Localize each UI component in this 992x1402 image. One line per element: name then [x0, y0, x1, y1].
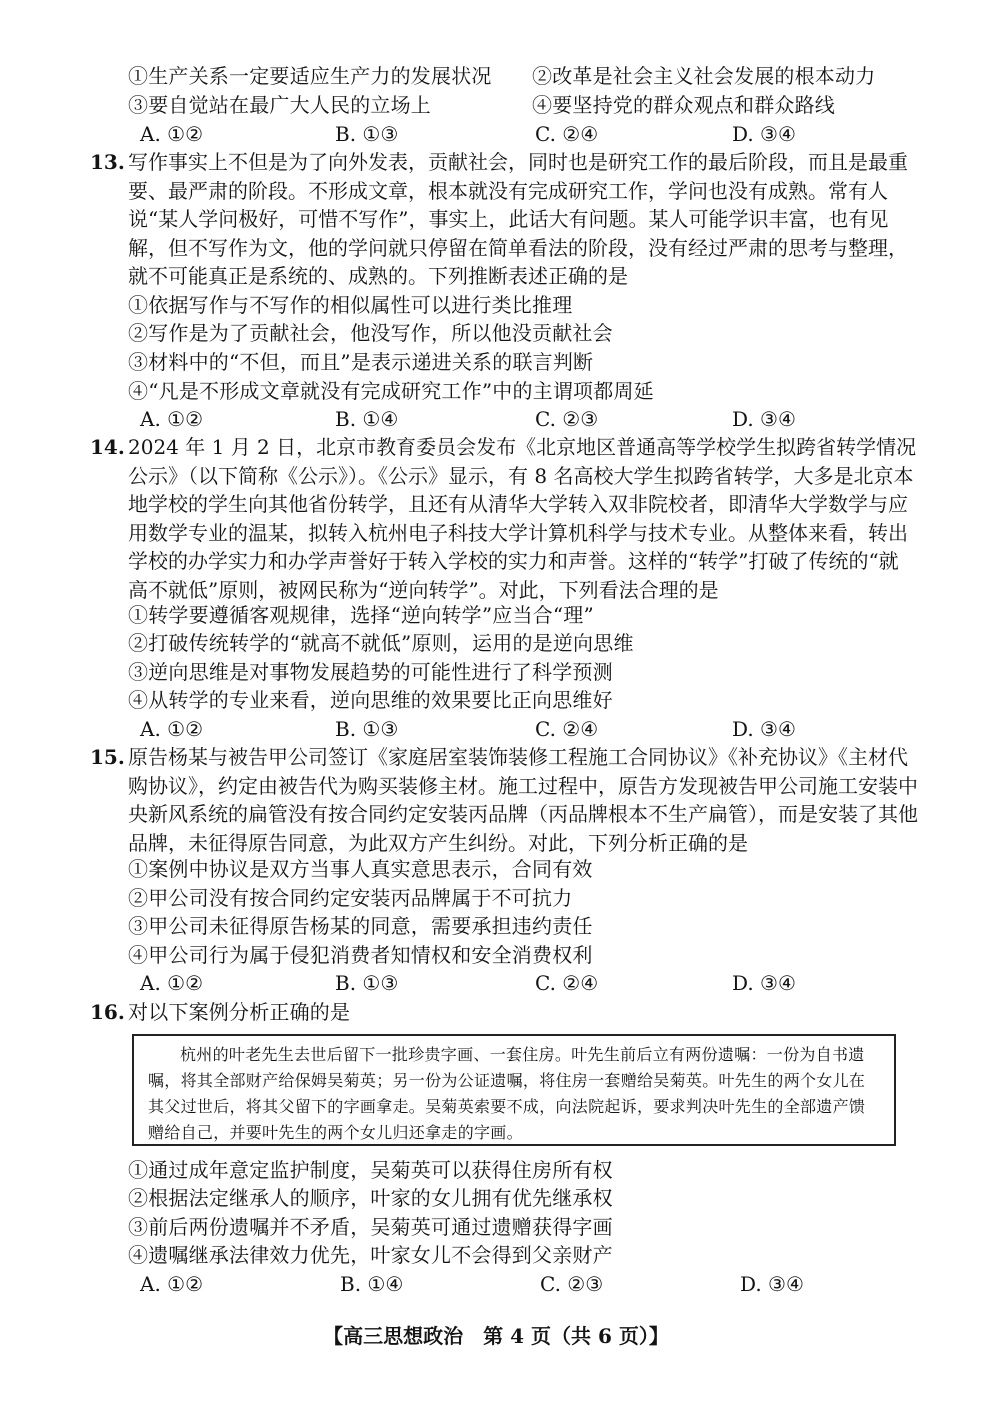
- q15-number: 15.: [90, 745, 125, 769]
- q16-statement-3: ③前后两份遗嘱并不矛盾，吴菊英可通过遗赠获得字画: [128, 1215, 613, 1239]
- q13-stem: 写作事实上不但是为了向外发表，贡献社会，同时也是研究工作的最后阶段，而且是最重要、最严肃的阶段。不形成文章，根本就没有完成研究工作，学问也没有成熟。常有人说“某人学问极好，可惜不写作”，事实上，此话大有问题。某人可能学识丰富，也有见解，但不写作为文，他的学问就只停留在简单看法的阶段，没有经过严肃的思考与整理，就不可能真正是系统的、成熟的。下列推断表述正确的是: [128, 150, 908, 289]
- q16-statement-4: ④遗嘱继承法律效力优先，叶家女儿不会得到父亲财产: [128, 1243, 613, 1267]
- q14-statement-1: ①转学要遵循客观规律，选择“逆向转学”应当合“理”: [128, 603, 594, 627]
- q16-option-b: B. ①④: [340, 1272, 404, 1296]
- q16-statement-1: ①通过成年意定监护制度，吴菊英可以获得住房所有权: [128, 1158, 613, 1182]
- q13-statement-4: ④“凡是不形成文章就没有完成研究工作”中的主谓项都周延: [128, 379, 654, 403]
- q12-option-a: A. ①②: [140, 122, 204, 146]
- q14-option-a: A. ①②: [140, 717, 204, 741]
- q14-statement-3: ③逆向思维是对事物发展趋势的可能性进行了科学预测: [128, 660, 613, 684]
- q14-option-c: C. ②④: [535, 717, 599, 741]
- q15-option-c: C. ②④: [535, 971, 599, 995]
- q13-statement-2: ②写作是为了贡献社会，他没写作，所以他没贡献社会: [128, 321, 613, 345]
- q15-option-a: A. ①②: [140, 971, 204, 995]
- q12-statement-3: ③要自觉站在最广大人民的立场上: [128, 93, 431, 117]
- page-footer: 【高三思想政治 第 4 页（共 6 页）】: [323, 1324, 669, 1348]
- q16-number: 16.: [90, 1000, 125, 1024]
- q15-statement-3: ③甲公司未征得原告杨某的同意，需要承担违约责任: [128, 914, 593, 938]
- q14-statement-4: ④从转学的专业来看，逆向思维的效果要比正向思维好: [128, 688, 613, 712]
- q14-number: 14.: [90, 435, 125, 459]
- q14-option-b: B. ①③: [335, 717, 399, 741]
- q16-option-d: D. ③④: [740, 1272, 804, 1296]
- q15-option-d: D. ③④: [732, 971, 796, 995]
- q12-option-d: D. ③④: [732, 122, 796, 146]
- q12-statement-2: ②改革是社会主义社会发展的根本动力: [532, 64, 876, 88]
- q12-statement-1: ①生产关系一定要适应生产力的发展状况: [128, 64, 492, 88]
- q12-option-b: B. ①③: [335, 122, 399, 146]
- q15-statement-1: ①案例中协议是双方当事人真实意思表示，合同有效: [128, 857, 593, 881]
- q15-stem: 原告杨某与被告甲公司签订《家庭居室装饰装修工程施工合同协议》《补充协议》《主材代购协议》，约定由被告代为购买装修主材。施工过程中，原告方发现被告甲公司施工安装中央新风系统的扁管没有按合同约定安装丙品牌（丙品牌根本不生产扁管），而是安装了其他品牌，未征得原告同意，为此双方产生纠纷。对此，下列分析正确的是: [128, 745, 918, 855]
- q16-option-c: C. ②③: [540, 1272, 604, 1296]
- q13-number: 13.: [90, 150, 125, 174]
- q13-statement-1: ①依据写作与不写作的相似属性可以进行类比推理: [128, 293, 573, 317]
- q14-statement-2: ②打破传统转学的“就高不就低”原则，运用的是逆向思维: [128, 631, 634, 655]
- q13-option-a: A. ①②: [140, 407, 204, 431]
- q15-statement-4: ④甲公司行为属于侵犯消费者知情权和安全消费权利: [128, 943, 593, 967]
- case-text: 杭州的叶老先生去世后留下一批珍贵字画、一套住房。叶先生前后立有两份遗嘱：一份为自书遗嘱，将其全部财产给保姆吴菊英；另一份为公证遗嘱，将住房一套赠给吴菊英。叶先生的两个女儿在其父过世后，将其父留下的字画拿走。吴菊英索要不成，向法院起诉，要求判决叶先生的全部遗产馈赠给自己，并要叶先生的两个女儿归还拿走的字画。: [148, 1045, 866, 1142]
- q13-option-d: D. ③④: [732, 407, 796, 431]
- q16-option-a: A. ①②: [140, 1272, 204, 1296]
- q16-statement-2: ②根据法定继承人的顺序，叶家的女儿拥有优先继承权: [128, 1186, 613, 1210]
- q15-option-b: B. ①③: [335, 971, 399, 995]
- q12-option-c: C. ②④: [535, 122, 599, 146]
- q15-statement-2: ②甲公司没有按合同约定安装丙品牌属于不可抗力: [128, 886, 573, 910]
- q13-option-b: B. ①④: [335, 407, 399, 431]
- q12-statement-4: ④要坚持党的群众观点和群众路线: [532, 93, 835, 117]
- q13-option-c: C. ②③: [535, 407, 599, 431]
- q14-option-d: D. ③④: [732, 717, 796, 741]
- q14-stem: 2024 年 1 月 2 日，北京市教育委员会发布《北京地区普通高等学校学生拟跨省转学情况公示》（以下简称《公示》）。《公示》显示，有 8 名高校大学生拟跨省转学，大多是北京本地学校的学生向其他省份转学，且还有从清华大学转入双非院校者，即清华大学数学与应用数学专业的温某，拟转入杭州电子科技大学计算机科学与技术专业。从整体来看，转出学校的办学实力和办学声誉好于转入学校的实力和声誉。这样的“转学”打破了传统的“就高不就低”原则，被网民称为“逆向转学”。对此，下列看法合理的是: [128, 435, 917, 602]
- case-box: [132, 1034, 896, 1146]
- q13-statement-3: ③材料中的“不但，而且”是表示递进关系的联言判断: [128, 350, 594, 374]
- q16-stem: 对以下案例分析正确的是: [128, 1000, 351, 1024]
